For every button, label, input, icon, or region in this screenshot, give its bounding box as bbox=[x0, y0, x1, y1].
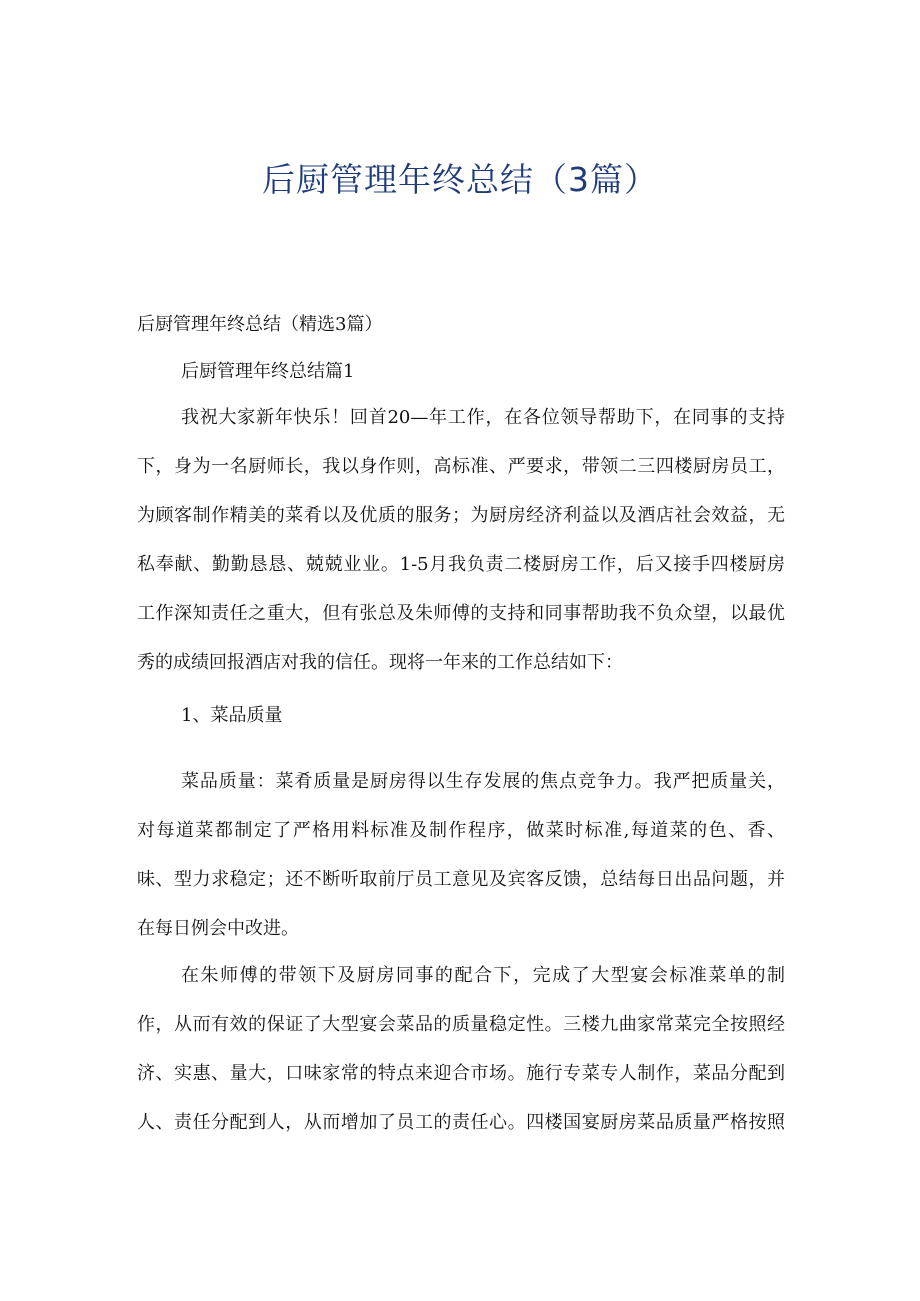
paragraph-1-line: 下，身为一名厨师长，我以身作则，高标准、严要求，带领二三四楼厨房员工， bbox=[137, 456, 785, 477]
paragraph-2-line: 味、型力求稳定；还不断听取前厅员工意见及宾客反馈，总结每日出品问题，并 bbox=[137, 869, 785, 890]
document-title: 后厨管理年终总结（3篇） bbox=[262, 160, 658, 199]
paragraph-1-line: 私奉献、勤勤恳恳、兢兢业业。1-5月我负责二楼厨房工作，后又接手四楼厨房 bbox=[137, 554, 785, 575]
paragraph-3-line: 济、实惠、量大，口味家常的特点来迎合市场。施行专菜专人制作，菜品分配到 bbox=[137, 1063, 785, 1084]
paragraph-3-line: 作，从而有效的保证了大型宴会菜品的质量稳定性。三楼九曲家常菜完全按照经 bbox=[137, 1014, 785, 1035]
paragraph-3-line: 在朱师傅的带领下及厨房同事的配合下，完成了大型宴会标准菜单的制 bbox=[181, 965, 785, 986]
document-subtitle: 后厨管理年终总结（精选3篇） bbox=[137, 314, 383, 335]
section-heading: 后厨管理年终总结篇1 bbox=[181, 361, 355, 382]
paragraph-2-line: 对每道菜都制定了严格用料标准及制作程序，做菜时标准,每道菜的色、香、 bbox=[137, 820, 785, 841]
paragraph-2-line: 在每日例会中改进。 bbox=[137, 918, 299, 939]
paragraph-1-line: 为顾客制作精美的菜肴以及优质的服务；为厨房经济利益以及酒店社会效益，无 bbox=[137, 505, 785, 526]
item-1-heading: 1、菜品质量 bbox=[181, 705, 283, 726]
paragraph-1-line: 我祝大家新年快乐！回首20—年工作，在各位领导帮助下，在同事的支持 bbox=[181, 407, 785, 428]
paragraph-3-line: 人、责任分配到人，从而增加了员工的责任心。四楼国宴厨房菜品质量严格按照 bbox=[137, 1112, 785, 1133]
paragraph-2 bbox=[137, 768, 785, 964]
paragraph-2-line: 菜品质量：菜肴质量是厨房得以生存发展的焦点竞争力。我严把质量关， bbox=[181, 771, 785, 792]
paragraph-1-line: 秀的成绩回报酒店对我的信任。现将一年来的工作总结如下： bbox=[137, 652, 623, 673]
paragraph-1 bbox=[137, 404, 785, 698]
paragraph-3 bbox=[137, 962, 785, 1158]
paragraph-1-line: 工作深知责任之重大，但有张总及朱师傅的支持和同事帮助我不负众望，以最优 bbox=[137, 603, 785, 624]
